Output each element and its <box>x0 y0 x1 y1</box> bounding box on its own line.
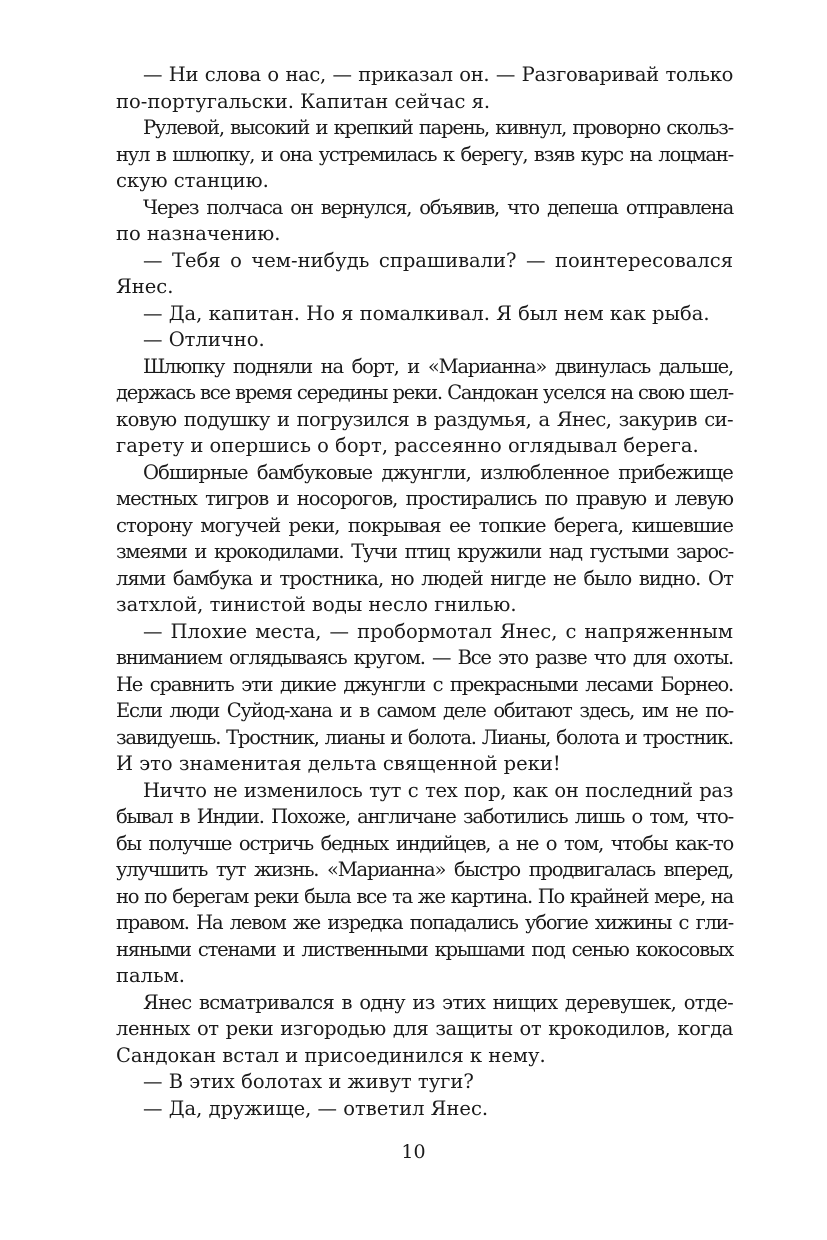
text-line: — Отлично. <box>143 328 265 351</box>
text-line: но по берегам реки была все та же картина. По крайней мере, на <box>116 884 733 908</box>
text-line: ковую подушку и погрузился в раздумья, а Янес, закурив си- <box>116 407 733 431</box>
text-line: Рулевой, высокий и крепкий парень, кивнул, проворно скольз- <box>143 116 733 139</box>
text-line: скую станцию. <box>116 169 269 192</box>
text-line: Шлюпку подняли на борт, и «Марианна» двинулась дальше, <box>143 354 733 378</box>
text-line: нул в шлюпку, и она устремилась к берегу, взяв курс на лоцман- <box>116 142 733 166</box>
text-line: держась все время середины реки. Сандокан уселся на свою шел- <box>116 381 733 404</box>
text-line: местных тигров и носорогов, простирались по правую и левую <box>116 487 733 510</box>
page-number: 10 <box>401 1141 426 1163</box>
text-line: гарету и опершись о борт, рассеянно оглядывал берега. <box>116 434 699 457</box>
text-line: по-португальски. Капитан сейчас я. <box>116 89 491 113</box>
text-line: — Да, капитан. Но я помалкивал. Я был нем как рыба. <box>143 301 710 325</box>
text-line: ленных от реки изгородью для защиты от крокодилов, когда <box>116 1017 733 1040</box>
text-line: змеями и крокодилами. Тучи птиц кружили над густыми зарос- <box>116 540 733 563</box>
text-line: Ничто не изменилось тут с тех пор, как он последний раз <box>143 778 733 802</box>
text-line: сторону могучей реки, покрывая ее топкие берега, кишевшие <box>116 513 733 537</box>
text-line: Сандокан встал и присоединился к нему. <box>116 1043 546 1067</box>
text-line: бы получше остричь бедных индийцев, а не о том, чтобы как-то <box>116 831 733 855</box>
text-line: — Плохие места, — пробормотал Янес, с напряженным <box>143 619 733 643</box>
text-line: по назначению. <box>116 222 281 245</box>
text-line: — Да, дружище, — ответил Янес. <box>143 1096 489 1120</box>
text-line: — Ни слова о нас, — приказал он. — Разговаривай только <box>143 63 733 86</box>
text-line: Не сравнить эти дикие джунгли с прекрасными лесами Борнео. <box>116 672 733 696</box>
text-line: — Тебя о чем-нибудь спрашивали? — поинтересовался <box>143 248 733 272</box>
text-line: Если люди Суйод-хана и в самом деле обитают здесь, им не по- <box>116 699 733 722</box>
body-text <box>116 62 733 1122</box>
text-line: улучшить тут жизнь. «Марианна» быстро продвигалась вперед, <box>116 858 733 881</box>
text-line: бывал в Индии. Похоже, англичане заботились лишь о том, что- <box>116 805 733 828</box>
text-line: Янес. <box>116 275 174 298</box>
text-line: Обширные бамбуковые джунгли, излюбленное прибежище <box>143 460 733 484</box>
text-line: пальм. <box>116 964 185 987</box>
text-line: вниманием оглядываясь кругом. — Все это разве что для охоты. <box>116 646 733 669</box>
text-line: — В этих болотах и живут туги? <box>143 1070 474 1093</box>
text-line: завидуешь. Тростник, лианы и болота. Лианы, болота и тростник. <box>116 725 733 749</box>
text-line: затхлой, тинистой воды несло гнилью. <box>116 593 517 616</box>
text-line: няными стенами и лиственными крышами под сенью кокосовых <box>116 937 733 961</box>
text-line: И это знаменитая дельта священной реки! <box>116 752 561 775</box>
text-line: Через полчаса он вернулся, объявив, что депеша отправлена <box>143 195 733 219</box>
text-line: правом. На левом же изредка попадались убогие хижины с гли- <box>116 911 733 934</box>
text-line: Янес всматривался в одну из этих нищих деревушек, отде- <box>143 990 733 1014</box>
text-line: лями бамбука и тростника, но людей нигде не было видно. От <box>116 566 733 590</box>
